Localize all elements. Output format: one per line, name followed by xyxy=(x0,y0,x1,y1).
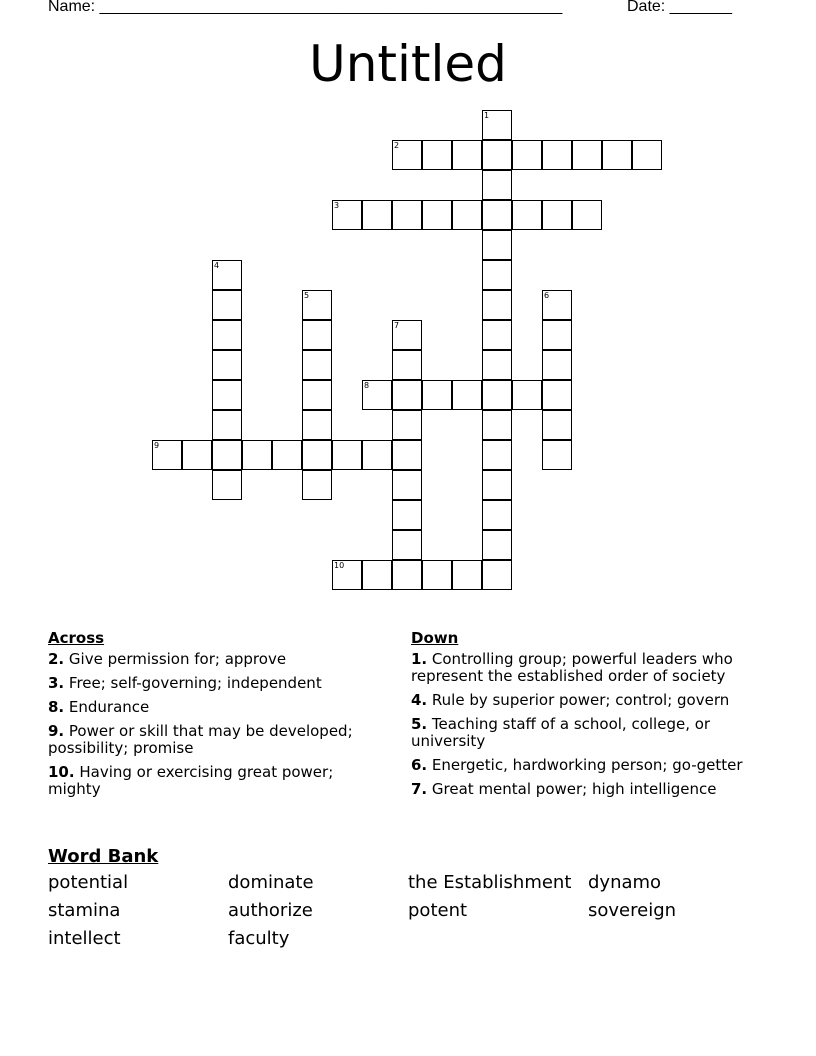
clue-number: 10 xyxy=(334,561,345,570)
grid-cell[interactable] xyxy=(452,380,482,410)
grid-cell[interactable] xyxy=(512,200,542,230)
grid-cell[interactable] xyxy=(542,320,572,350)
grid-cell[interactable] xyxy=(332,560,362,590)
clue-text: Rule by superior power; control; govern xyxy=(427,691,730,709)
word-bank-item: potential xyxy=(48,872,129,893)
grid-cell[interactable] xyxy=(392,380,422,410)
grid-cell[interactable] xyxy=(392,500,422,530)
name-field-label: Name: ____________________________________________________ xyxy=(48,0,563,15)
grid-cell[interactable] xyxy=(482,470,512,500)
grid-cell[interactable] xyxy=(212,320,242,350)
across-clue xyxy=(48,699,388,716)
grid-cell[interactable] xyxy=(302,290,332,320)
word-bank-item: the Establishment xyxy=(408,872,572,893)
grid-cell[interactable] xyxy=(452,140,482,170)
grid-cell[interactable] xyxy=(542,350,572,380)
down-clue xyxy=(411,692,771,709)
clue-number: 1. xyxy=(411,650,428,668)
grid-cell[interactable] xyxy=(392,200,422,230)
grid-cell[interactable] xyxy=(482,350,512,380)
word-bank-item: potent xyxy=(408,900,468,921)
grid-cell[interactable] xyxy=(482,530,512,560)
down-clue xyxy=(411,651,771,685)
word-bank-item: faculty xyxy=(228,928,290,949)
grid-cell[interactable] xyxy=(212,470,242,500)
grid-cell[interactable] xyxy=(392,560,422,590)
across-clue xyxy=(48,675,388,692)
grid-cell[interactable] xyxy=(392,320,422,350)
grid-cell[interactable] xyxy=(362,380,392,410)
grid-cell[interactable] xyxy=(542,140,572,170)
clue-number: 10. xyxy=(48,763,75,781)
across-clue xyxy=(48,723,388,757)
clue-number: 4. xyxy=(411,691,428,709)
grid-cell[interactable] xyxy=(482,320,512,350)
clue-number: 5. xyxy=(411,715,428,733)
clue-number: 3 xyxy=(334,201,340,210)
grid-cell[interactable] xyxy=(482,500,512,530)
word-bank-item: dynamo xyxy=(588,872,662,893)
down-clues xyxy=(411,630,771,805)
grid-cell[interactable] xyxy=(302,410,332,440)
grid-cell[interactable] xyxy=(152,440,182,470)
down-clue xyxy=(411,757,771,774)
grid-cell[interactable] xyxy=(212,380,242,410)
clue-number: 7. xyxy=(411,780,428,798)
grid-cell[interactable] xyxy=(302,350,332,380)
grid-cell[interactable] xyxy=(392,410,422,440)
grid-cell[interactable] xyxy=(272,440,302,470)
grid-cell[interactable] xyxy=(572,200,602,230)
grid-cell[interactable] xyxy=(512,380,542,410)
grid-cell[interactable] xyxy=(452,560,482,590)
clue-text: Having or exercising great power; mighty xyxy=(48,763,334,798)
clue-number: 1 xyxy=(484,111,490,120)
across-heading: Across xyxy=(48,629,105,647)
grid-cell[interactable] xyxy=(482,140,512,170)
clue-number: 4 xyxy=(214,261,220,270)
page-title: Untitled xyxy=(309,35,507,93)
grid-cell[interactable] xyxy=(212,410,242,440)
date-field-label: Date: _______ xyxy=(627,0,732,15)
grid-cell[interactable] xyxy=(362,440,392,470)
grid-cell[interactable] xyxy=(392,140,422,170)
word-bank-item: intellect xyxy=(48,928,121,949)
word-bank-title: Word Bank xyxy=(48,846,159,867)
grid-cell[interactable] xyxy=(392,530,422,560)
grid-cell[interactable] xyxy=(212,290,242,320)
grid-cell[interactable] xyxy=(392,350,422,380)
grid-cell[interactable] xyxy=(482,560,512,590)
grid-cell[interactable] xyxy=(422,380,452,410)
clue-number: 8 xyxy=(364,381,370,390)
across-clue xyxy=(48,764,388,798)
grid-cell[interactable] xyxy=(452,200,482,230)
grid-cell[interactable] xyxy=(572,140,602,170)
grid-cell[interactable] xyxy=(542,410,572,440)
grid-cell[interactable] xyxy=(542,200,572,230)
grid-cell[interactable] xyxy=(332,200,362,230)
grid-cell[interactable] xyxy=(422,200,452,230)
grid-cell[interactable] xyxy=(632,140,662,170)
grid-cell[interactable] xyxy=(332,440,362,470)
grid-cell[interactable] xyxy=(302,470,332,500)
grid-cell[interactable] xyxy=(392,440,422,470)
clue-number: 3. xyxy=(48,674,65,692)
word-bank-item: stamina xyxy=(48,900,121,921)
clue-text: Teaching staff of a school, college, or university xyxy=(411,715,711,750)
grid-cell[interactable] xyxy=(212,260,242,290)
grid-cell[interactable] xyxy=(542,440,572,470)
down-heading: Down xyxy=(411,629,459,647)
grid-cell[interactable] xyxy=(482,200,512,230)
clue-text: Free; self-governing; independent xyxy=(64,674,322,692)
grid-cell[interactable] xyxy=(422,140,452,170)
grid-cell[interactable] xyxy=(302,440,332,470)
clue-number: 9. xyxy=(48,722,65,740)
clue-text: Energetic, hardworking person; go-getter xyxy=(427,756,743,774)
down-clue xyxy=(411,716,771,750)
grid-cell[interactable] xyxy=(212,350,242,380)
word-bank-item: sovereign xyxy=(588,900,677,921)
grid-cell[interactable] xyxy=(212,440,242,470)
grid-cell[interactable] xyxy=(542,290,572,320)
grid-cell[interactable] xyxy=(362,200,392,230)
clue-number: 7 xyxy=(394,321,400,330)
clue-text: Endurance xyxy=(64,698,150,716)
grid-cell[interactable] xyxy=(482,110,512,140)
across-clues xyxy=(48,630,388,805)
clue-number: 6. xyxy=(411,756,428,774)
grid-cell[interactable] xyxy=(542,380,572,410)
clue-text: Controlling group; powerful leaders who represent the established order of society xyxy=(411,650,733,685)
grid-cell[interactable] xyxy=(482,230,512,260)
across-clue xyxy=(48,651,388,668)
word-bank-item: dominate xyxy=(228,872,314,893)
grid-cell[interactable] xyxy=(302,320,332,350)
clue-number: 2. xyxy=(48,650,65,668)
grid-cell[interactable] xyxy=(512,140,542,170)
word-bank-item: authorize xyxy=(228,900,313,921)
grid-cell[interactable] xyxy=(482,440,512,470)
clue-number: 9 xyxy=(154,441,160,450)
down-clue xyxy=(411,781,771,798)
grid-cell[interactable] xyxy=(422,560,452,590)
grid-cell[interactable] xyxy=(362,560,392,590)
grid-cell[interactable] xyxy=(482,410,512,440)
grid-cell[interactable] xyxy=(602,140,632,170)
grid-cell[interactable] xyxy=(482,380,512,410)
clue-number: 6 xyxy=(544,291,550,300)
grid-cell[interactable] xyxy=(182,440,212,470)
clue-text: Power or skill that may be developed; possibility; promise xyxy=(48,722,353,757)
clue-number: 5 xyxy=(304,291,310,300)
grid-cell[interactable] xyxy=(482,290,512,320)
clue-text: Give permission for; approve xyxy=(64,650,287,668)
word-bank xyxy=(48,873,768,949)
grid-cell[interactable] xyxy=(242,440,272,470)
grid-cell[interactable] xyxy=(392,470,422,500)
clue-number: 2 xyxy=(394,141,400,150)
grid-cell[interactable] xyxy=(482,170,512,200)
grid-cell[interactable] xyxy=(482,260,512,290)
clue-number: 8. xyxy=(48,698,65,716)
grid-cell[interactable] xyxy=(302,380,332,410)
clue-text: Great mental power; high intelligence xyxy=(427,780,717,798)
